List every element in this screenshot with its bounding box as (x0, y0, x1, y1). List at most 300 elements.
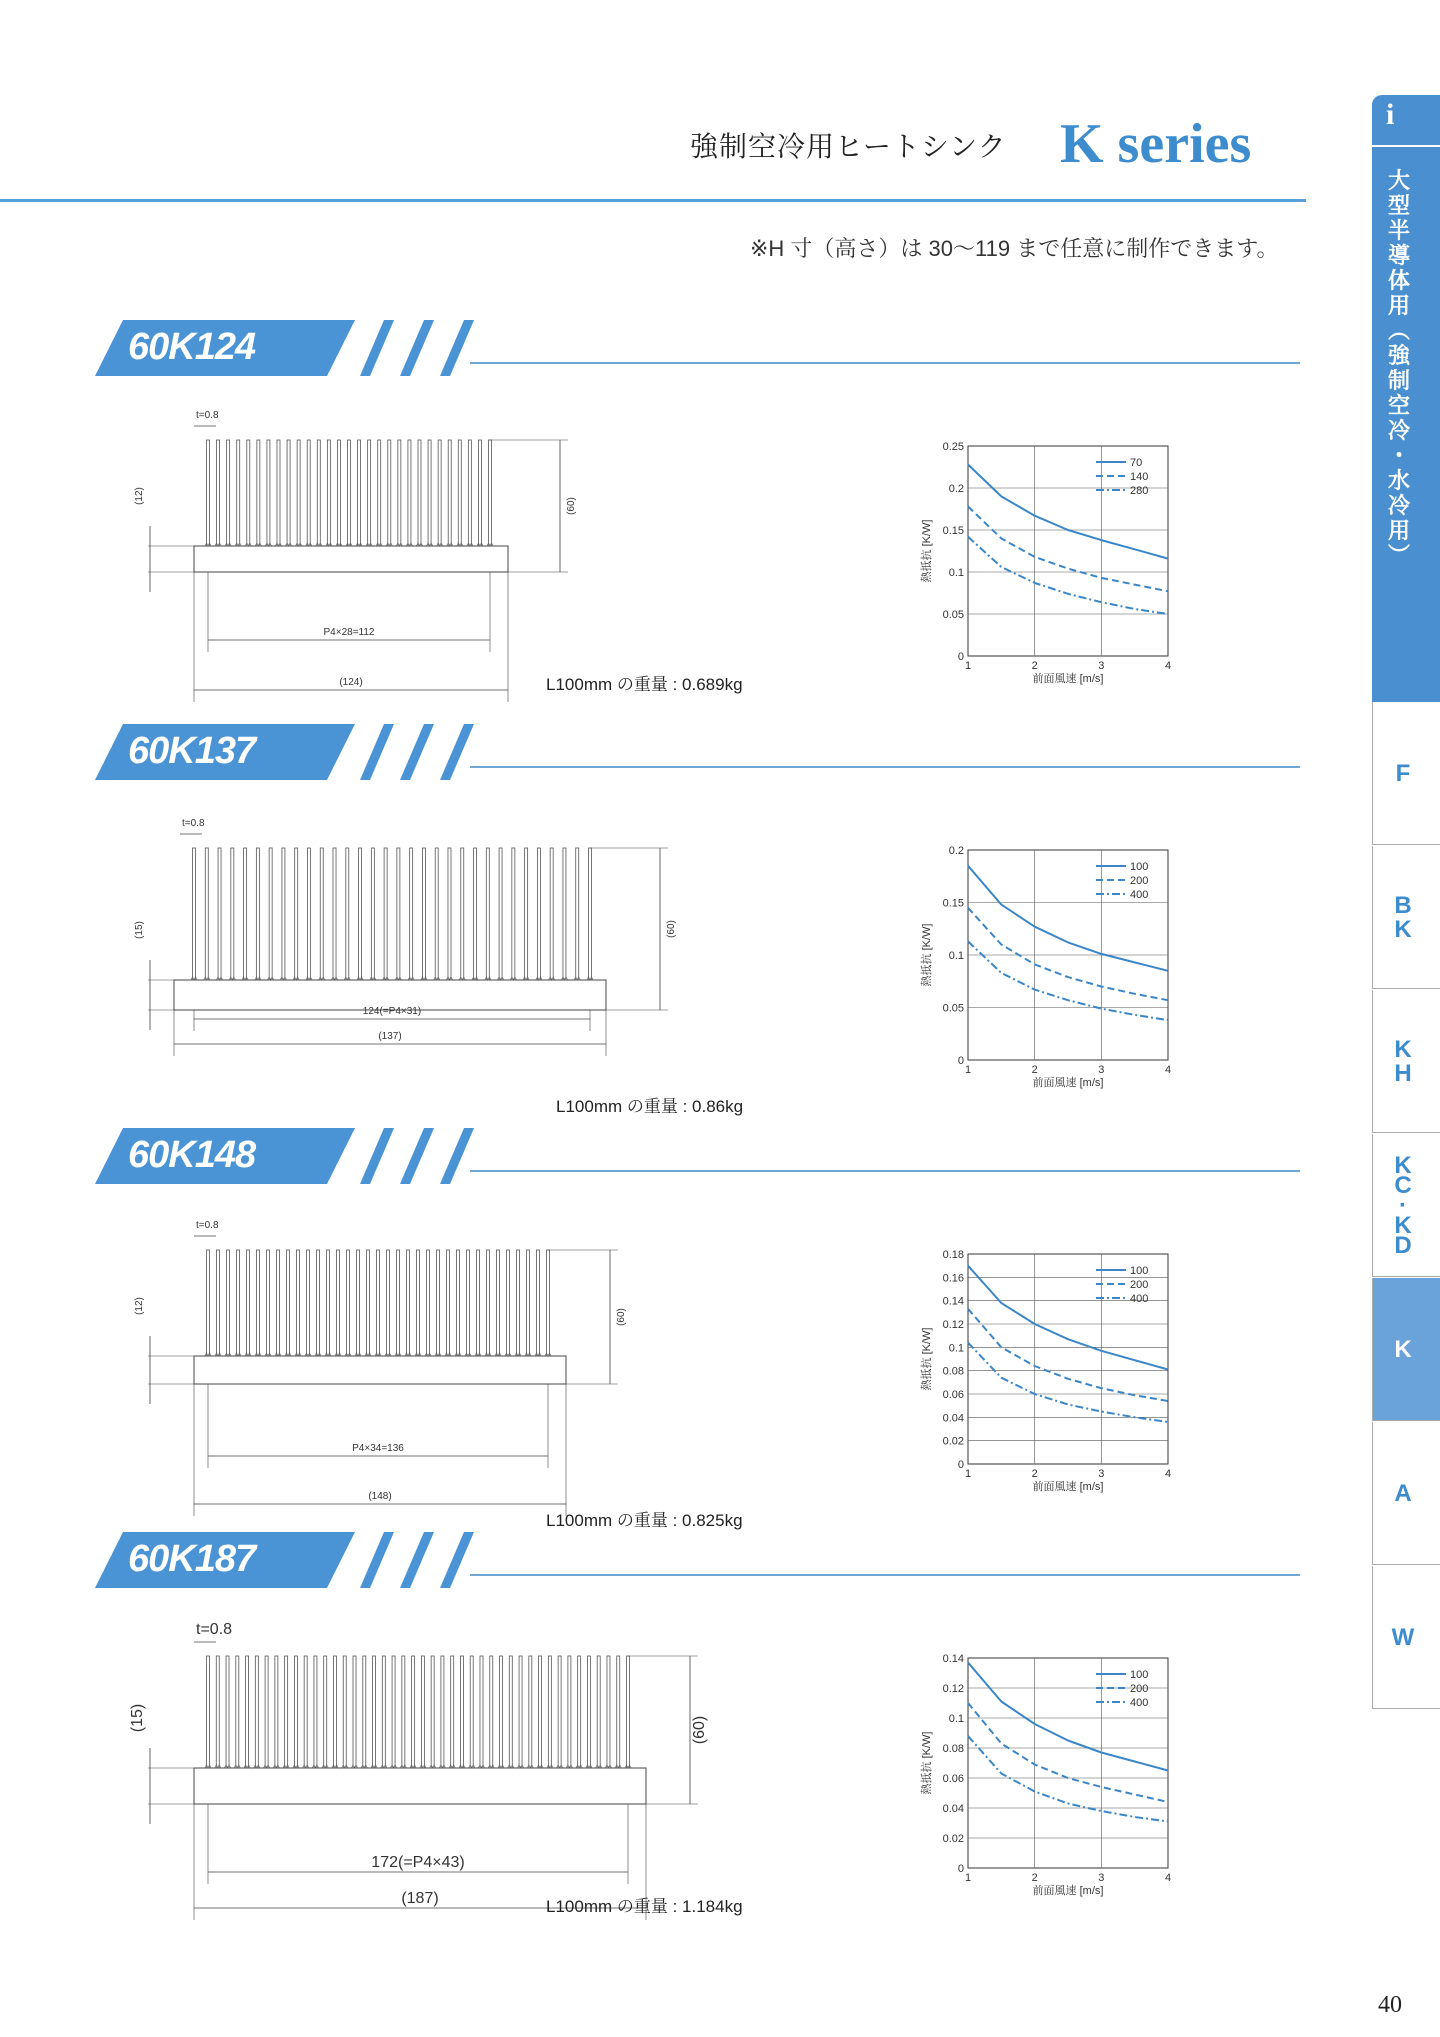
heatsink-fin (392, 1656, 395, 1768)
x-tick-label: 1 (964, 660, 972, 672)
section-rule (470, 1574, 1300, 1576)
heatsink-fin (333, 848, 336, 980)
heatsink-fin (377, 1250, 380, 1356)
section-decor-slash (360, 724, 394, 780)
y-tick-label: 0.08 (942, 1365, 964, 1378)
heatsink-fin (347, 1250, 350, 1356)
y-tick-label: 0.08 (942, 1743, 964, 1755)
heatsink-fin (382, 1656, 385, 1768)
heatsink-fin (217, 440, 220, 546)
heatsink-fin (267, 1250, 270, 1356)
heatsink-fin (218, 848, 221, 980)
heatsink-fin (576, 848, 579, 980)
heatsink-fin (314, 1656, 317, 1768)
sidebar-tab-label: K H (1394, 1036, 1412, 1087)
heatsink-fin (282, 848, 285, 980)
sidebar-tab-label: W (1391, 1624, 1415, 1651)
heatsink-fin (367, 1250, 370, 1356)
heatsink-fin (343, 1656, 346, 1768)
sidebar-vertical-char: 用 (1387, 518, 1410, 543)
sidebar-vertical-char: ︵ (1387, 318, 1410, 343)
y-tick-label: 0.06 (942, 1773, 964, 1785)
y-tick-label: 0.05 (942, 609, 964, 621)
thermal-resistance-chart (910, 420, 1210, 720)
heatsink-fin (337, 440, 340, 546)
heatsink-fin (227, 1250, 230, 1356)
section-decor-slash (360, 1532, 394, 1588)
pitch-dim-label: 124(=P4×31) (362, 1006, 422, 1017)
sidebar-vertical-label (1379, 168, 1419, 568)
legend-label: 200 (1130, 875, 1149, 887)
heatsink-fin (486, 848, 489, 980)
heatsink-fin (412, 1656, 415, 1768)
section-decor-slash (400, 1532, 434, 1588)
sidebar-vertical-char: 水 (1387, 468, 1410, 493)
sidebar-tab-label: K C · K D (1394, 1152, 1412, 1259)
heatsink-fin (487, 1250, 490, 1356)
x-tick-label: 4 (1164, 1872, 1172, 1884)
heatsink-fin (587, 1656, 590, 1768)
heatsink-fin (226, 1656, 229, 1768)
y-tick-label: 0.1 (948, 1342, 964, 1355)
fin-thickness-label: t=0.8 (196, 1220, 219, 1231)
y-tick-label: 0.1 (948, 567, 964, 579)
heatsink-fin (402, 1656, 405, 1768)
section-rule (470, 362, 1300, 364)
weight-label: L100mm の重量 : 0.86kg (556, 1097, 744, 1116)
x-tick-label: 2 (1031, 1872, 1038, 1884)
product-model-title: 60K137 (128, 730, 256, 772)
y-tick-label: 0 (957, 651, 964, 663)
heatsink-fin (246, 1656, 249, 1768)
page-number: 40 (1378, 1992, 1402, 2018)
heatsink-fin (410, 848, 413, 980)
heatsink-fin (307, 440, 310, 546)
heatsink-base (194, 1768, 646, 1804)
heatsink-fin (418, 440, 421, 546)
x-tick-label: 3 (1098, 1468, 1105, 1480)
heatsink-fin (500, 1656, 503, 1768)
heatsink-fin (353, 1656, 356, 1768)
y-axis-label: 熱抵抗 [K/W] (921, 519, 933, 583)
heatsink-fin (231, 848, 234, 980)
heatsink-fin (247, 440, 250, 546)
heatsink-fin (337, 1250, 340, 1356)
heatsink-fin (384, 848, 387, 980)
y-tick-label: 0.12 (942, 1319, 964, 1331)
series-line-200 (968, 908, 1168, 1000)
heatsink-fin (537, 848, 540, 980)
heatsink-fin (460, 1656, 463, 1768)
section-decor-slash (440, 724, 474, 780)
product-model-title: 60K124 (128, 326, 256, 368)
heatsink-fin (368, 440, 371, 546)
x-tick-label: 4 (1164, 1468, 1172, 1480)
heatsink-fin (550, 848, 553, 980)
section-decor-slash (360, 1128, 394, 1184)
sidebar-vertical-char: 大 (1387, 168, 1410, 193)
y-tick-label: 0.02 (942, 1833, 964, 1845)
heatsink-fin (519, 1656, 522, 1768)
legend-label: 100 (1130, 1265, 1149, 1277)
heatsink-fin (525, 848, 528, 980)
x-tick-label: 2 (1031, 1064, 1038, 1076)
heatsink-base (194, 546, 508, 572)
heatsink-fin (237, 440, 240, 546)
heatsink-fin (490, 1656, 493, 1768)
series-line-280 (968, 537, 1168, 614)
heatsink-fin (285, 1656, 288, 1768)
height-dim-label: (60) (566, 497, 577, 515)
heatsink-fin (451, 1656, 454, 1768)
sidebar-vertical-char: 空 (1387, 393, 1410, 418)
x-axis-label: 前面風速 [m/s] (1032, 1077, 1104, 1089)
product-model-title: 60K187 (128, 1538, 256, 1580)
sidebar-vertical-char: 制 (1387, 368, 1410, 393)
weight-label: L100mm の重量 : 0.825kg (546, 1511, 743, 1530)
x-tick-label: 2 (1031, 660, 1038, 672)
width-dim-label: (187) (401, 1890, 439, 1907)
sidebar-tab-label: A (1394, 1480, 1412, 1507)
height-note: ※H 寸（高さ）は 30〜119 まで任意に制作できます。 (750, 236, 1279, 261)
sidebar-vertical-char: 冷 (1387, 493, 1410, 518)
heatsink-fin (287, 440, 290, 546)
heatsink-fin (467, 1250, 470, 1356)
width-dim-label: (137) (378, 1031, 402, 1042)
heatsink-fin (255, 1656, 258, 1768)
heatsink-fin (417, 1250, 420, 1356)
page-title-jp: 強制空冷用ヒートシンク (690, 131, 1007, 162)
heatsink-fin (447, 1250, 450, 1356)
heatsink-fin (348, 440, 351, 546)
sidebar-tab-a[interactable] (1372, 1422, 1440, 1565)
heatsink-fin (448, 440, 451, 546)
series-line-140 (968, 507, 1168, 592)
heatsink-fin (578, 1656, 581, 1768)
series-line-200 (968, 1309, 1168, 1401)
heatsink-base (194, 1356, 566, 1384)
heatsink-fin (363, 1656, 366, 1768)
legend-label: 200 (1130, 1683, 1149, 1695)
heatsink-fin (480, 1656, 483, 1768)
heatsink-fin (307, 848, 310, 980)
heatsink-fin (373, 1656, 376, 1768)
legend-label: 400 (1130, 1697, 1149, 1709)
heatsink-fin (267, 440, 270, 546)
section-decor-slash (400, 1128, 434, 1184)
sidebar-vertical-char: 型 (1387, 193, 1410, 218)
x-tick-label: 1 (964, 1064, 972, 1076)
heatsink-fin (627, 1656, 630, 1768)
heatsink-fin (458, 440, 461, 546)
heatsink-fin (448, 848, 451, 980)
heatsink-fin (558, 1656, 561, 1768)
y-tick-label: 0.04 (942, 1803, 964, 1815)
heatsink-fin (237, 1250, 240, 1356)
base-dim-label: (15) (134, 921, 145, 939)
y-tick-label: 0 (957, 1863, 964, 1875)
header-divider (0, 199, 1306, 202)
heatsink-fin (236, 1656, 239, 1768)
thermal-resistance-chart (910, 1228, 1210, 1528)
pitch-dim-label: P4×34=136 (352, 1443, 404, 1454)
sidebar-vertical-char: ︶ (1387, 543, 1410, 568)
heatsink-fin (257, 440, 260, 546)
x-tick-label: 3 (1098, 660, 1105, 672)
y-tick-label: 0.05 (942, 1002, 964, 1015)
sidebar-tab-bk[interactable] (1372, 846, 1440, 989)
heatsink-fin (327, 1250, 330, 1356)
width-dim-label: (148) (368, 1491, 392, 1502)
section-decor-slash (440, 320, 474, 376)
heatsink-fin (217, 1250, 220, 1356)
legend-label: 140 (1130, 471, 1149, 483)
heatsink-fin (346, 848, 349, 980)
heatsink-fin (617, 1656, 620, 1768)
legend-label: 70 (1130, 457, 1143, 469)
y-tick-label: 0.1 (948, 950, 964, 962)
heatsink-fin (478, 440, 481, 546)
pitch-dim-label: 172(=P4×43) (371, 1854, 465, 1871)
y-axis-label: 熱抵抗 [K/W] (921, 1731, 933, 1795)
sidebar-vertical-char: 体 (1387, 268, 1410, 293)
heatsink-fin (295, 848, 298, 980)
heatsink-fin (297, 1250, 300, 1356)
sidebar-vertical-char: 冷 (1387, 418, 1410, 443)
weight-label: L100mm の重量 : 1.184kg (546, 1897, 743, 1916)
thermal-resistance-chart (910, 1632, 1210, 1932)
heatsink-fin (421, 1656, 424, 1768)
heatsink-fin (437, 1250, 440, 1356)
fin-thickness-label: t=0.8 (196, 1621, 233, 1638)
y-axis-label: 熱抵抗 [K/W] (921, 923, 933, 987)
section-decor-slash (400, 320, 434, 376)
heatsink-fin (499, 848, 502, 980)
heatsink-fin (597, 1656, 600, 1768)
x-axis-label: 前面風速 [m/s] (1032, 1885, 1104, 1897)
section-decor-slash (440, 1128, 474, 1184)
heatsink-fin (307, 1250, 310, 1356)
heatsink-fin (428, 440, 431, 546)
sidebar-vertical-char: 半 (1387, 218, 1410, 243)
product-model-title: 60K148 (128, 1134, 256, 1176)
heatsink-fin (477, 1250, 480, 1356)
heatsink-fin (547, 1250, 550, 1356)
y-tick-label: 0.16 (942, 1272, 964, 1285)
heatsink-fin (358, 440, 361, 546)
heatsink-fin (244, 848, 247, 980)
x-tick-label: 4 (1164, 660, 1172, 672)
y-tick-label: 0.14 (942, 1653, 964, 1665)
heatsink-fin (357, 1250, 360, 1356)
heatsink-fin (277, 440, 280, 546)
heatsink-fin (256, 848, 259, 980)
x-tick-label: 4 (1164, 1064, 1172, 1076)
x-tick-label: 1 (964, 1468, 972, 1480)
y-tick-label: 0.1 (948, 1713, 964, 1725)
section-decor-slash (360, 320, 394, 376)
heatsink-fin (470, 1656, 473, 1768)
heatsink-fin (468, 440, 471, 546)
sidebar-tab-label: B K (1394, 892, 1412, 943)
heatsink-fin (304, 1656, 307, 1768)
sidebar-vertical-char: 導 (1387, 243, 1410, 268)
y-tick-label: 0.14 (942, 1295, 964, 1308)
y-tick-label: 0.02 (942, 1435, 964, 1448)
y-tick-label: 0 (957, 1459, 964, 1471)
heatsink-fin (205, 848, 208, 980)
heatsink-fin (378, 440, 381, 546)
sidebar-tab-label: K (1394, 1336, 1412, 1363)
legend-label: 100 (1130, 1669, 1149, 1681)
x-tick-label: 2 (1031, 1468, 1038, 1480)
y-tick-label: 0.06 (942, 1389, 964, 1401)
base-dim-label: (12) (134, 1297, 145, 1315)
weight-label: L100mm の重量 : 0.689kg (546, 675, 743, 694)
sidebar-tab-label: F (1395, 760, 1411, 787)
sidebar-tab-f[interactable] (1372, 702, 1440, 845)
y-tick-label: 0.2 (948, 845, 964, 857)
heatsink-fin (408, 440, 411, 546)
heatsink-fin (207, 1656, 210, 1768)
heatsink-fin (529, 1656, 532, 1768)
heatsink-fin (317, 440, 320, 546)
heatsink-fin (497, 1250, 500, 1356)
heatsink-fin (257, 1250, 260, 1356)
heatsink-fin (207, 1250, 210, 1356)
heatsink-fin (294, 1656, 297, 1768)
heatsink-fin (269, 848, 272, 980)
heatsink-fin (327, 440, 330, 546)
heatsink-fin (247, 1250, 250, 1356)
series-line-400 (968, 1343, 1168, 1422)
x-axis-label: 前面風速 [m/s] (1032, 673, 1104, 685)
y-tick-label: 0.2 (948, 483, 964, 495)
heatsink-fin (507, 1250, 510, 1356)
y-tick-label: 0.25 (942, 441, 964, 453)
base-dim-label: (12) (134, 487, 145, 505)
heatsink-fin (509, 1656, 512, 1768)
heatsink-fin (568, 1656, 571, 1768)
series-line-400 (968, 941, 1168, 1020)
heatsink-fin (207, 440, 210, 546)
heatsink-fin (193, 848, 196, 980)
heatsink-fin (398, 440, 401, 546)
section-rule (470, 766, 1300, 768)
heatsink-fin (422, 848, 425, 980)
heatsink-fin (397, 1250, 400, 1356)
heatsink-drawing (120, 1208, 680, 1538)
base-dim-label: (15) (129, 1703, 146, 1733)
heatsink-fin (489, 440, 492, 546)
height-dim-label: (60) (616, 1308, 627, 1326)
heatsink-fin (287, 1250, 290, 1356)
heatsink-fin (427, 1250, 430, 1356)
heatsink-fin (435, 848, 438, 980)
x-tick-label: 3 (1098, 1872, 1105, 1884)
legend-label: 280 (1130, 485, 1149, 497)
section-decor-slash (440, 1532, 474, 1588)
heatsink-fin (527, 1250, 530, 1356)
legend-label: 400 (1130, 889, 1149, 901)
heatsink-fin (589, 848, 592, 980)
y-tick-label: 0.12 (942, 1683, 964, 1695)
sidebar-vertical-char: 強 (1387, 343, 1410, 368)
sidebar-divider (1372, 145, 1440, 147)
heatsink-fin (359, 848, 362, 980)
fin-thickness-label: t=0.8 (196, 410, 219, 421)
pitch-dim-label: P4×28=112 (323, 627, 375, 638)
heatsink-fin (275, 1656, 278, 1768)
section-decor-slash (400, 724, 434, 780)
sidebar-i-label: i (1386, 98, 1395, 131)
height-dim-label: (60) (666, 920, 677, 938)
heatsink-fin (548, 1656, 551, 1768)
sidebar-tab-w[interactable] (1372, 1566, 1440, 1709)
page-title-series: K series (1060, 113, 1252, 175)
series-line-400 (968, 1736, 1168, 1822)
x-tick-label: 3 (1098, 1064, 1105, 1076)
sidebar-tab-kckd[interactable] (1372, 1134, 1440, 1277)
width-dim-label: (124) (339, 677, 363, 688)
heatsink-fin (265, 1656, 268, 1768)
heatsink-fin (320, 848, 323, 980)
heatsink-fin (441, 1656, 444, 1768)
heatsink-fin (227, 440, 230, 546)
y-tick-label: 0 (957, 1055, 964, 1067)
heatsink-fin (474, 848, 477, 980)
y-tick-label: 0.18 (942, 1249, 964, 1261)
heatsink-fin (517, 1250, 520, 1356)
heatsink-fin (324, 1656, 327, 1768)
section-rule (470, 1170, 1300, 1172)
heatsink-fin (537, 1250, 540, 1356)
y-tick-label: 0.04 (942, 1412, 964, 1425)
y-tick-label: 0.15 (942, 525, 964, 537)
heatsink-fin (461, 848, 464, 980)
heatsink-fin (563, 848, 566, 980)
legend-label: 400 (1130, 1293, 1149, 1305)
heatsink-fin (387, 1250, 390, 1356)
sidebar-tab-k[interactable] (1372, 1278, 1440, 1421)
thermal-resistance-chart (910, 824, 1210, 1124)
heatsink-fin (388, 440, 391, 546)
fin-thickness-label: t=0.8 (182, 818, 205, 829)
y-axis-label: 熱抵抗 [K/W] (921, 1327, 933, 1391)
legend-label: 200 (1130, 1279, 1149, 1291)
sidebar-vertical-char: 用 (1387, 293, 1410, 318)
x-tick-label: 1 (964, 1872, 972, 1884)
heatsink-fin (317, 1250, 320, 1356)
heatsink-fin (438, 440, 441, 546)
heatsink-fin (457, 1250, 460, 1356)
heatsink-fin (407, 1250, 410, 1356)
x-axis-label: 前面風速 [m/s] (1032, 1481, 1104, 1493)
heatsink-fin (397, 848, 400, 980)
sidebar-vertical-char: ・ (1387, 443, 1410, 468)
heatsink-fin (333, 1656, 336, 1768)
heatsink-fin (607, 1656, 610, 1768)
heatsink-fin (512, 848, 515, 980)
heatsink-fin (539, 1656, 542, 1768)
y-tick-label: 0.15 (942, 897, 964, 910)
heatsink-fin (431, 1656, 434, 1768)
heatsink-fin (371, 848, 374, 980)
height-dim-label: (60) (691, 1715, 708, 1745)
heatsink-fin (216, 1656, 219, 1768)
sidebar-tab-kh[interactable] (1372, 990, 1440, 1133)
heatsink-fin (277, 1250, 280, 1356)
